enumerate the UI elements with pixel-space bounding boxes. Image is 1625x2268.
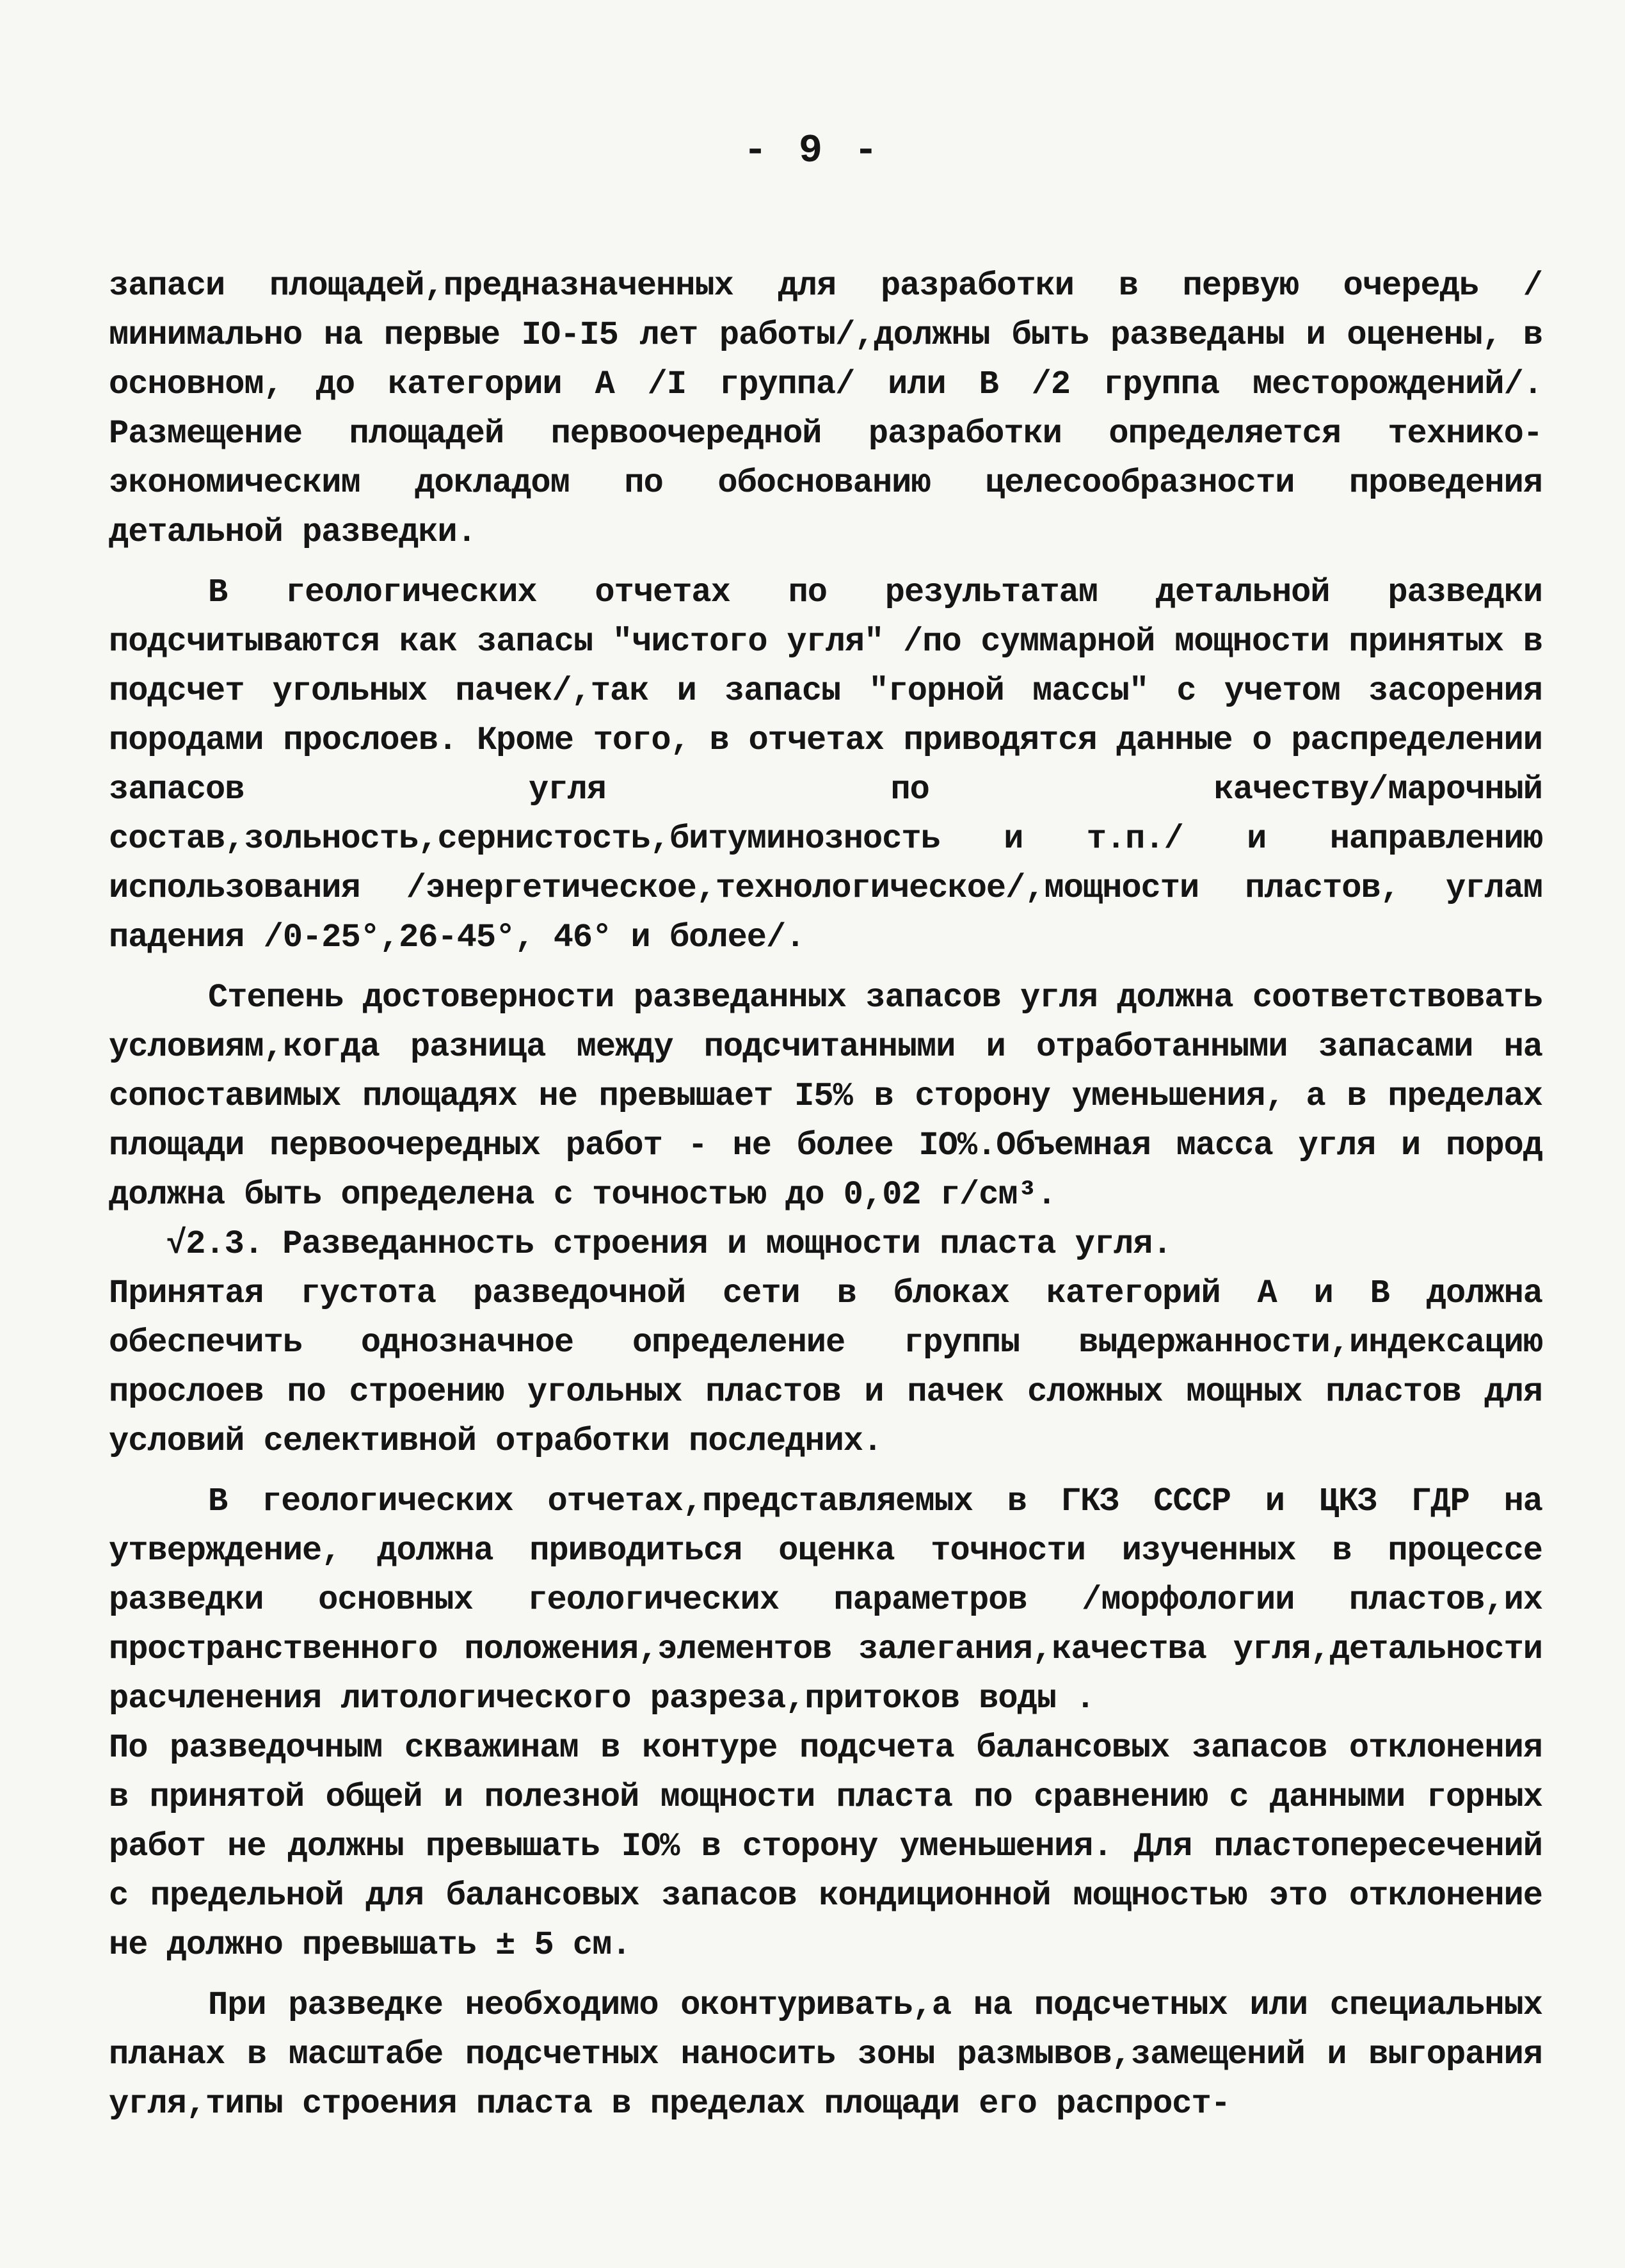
paragraph-reserves-first-priority: запаси площадей,предназначенных для разработки в первую очередь /минимально на первые IО-I5 лет работы/,должны быть разведаны и оценены, в основном, до категории А /I группа/ или В /2 группа месторождений/. Размещение площадей первоочередной разработки определяется технико-экономическим докладом по обоснованию целесообразности проведения детальной разведки. [109,267,1542,551]
paragraph-reliability-degree: Степень достоверности разведанных запасов угля должна соответствовать условиям,когда разница между подсчитанными и отработанными запасами на сопоставимых площадях не превышает I5% в сторону уменьшения, а в пределах площади первоочередных работ - не более IО%.Объемная масса угля и пород должна быть определена с точностью до 0,02 г/см³. [109,979,1542,1214]
paragraph-exploration-grid: Принятая густота разведочной сети в блоках категорий А и В должна обеспечить однозначное определение группы выдержанности,индексацию прослоев по строению угольных пластов и пачек сложных мощных пластов для условий селективной отработки последних. [109,1275,1542,1460]
paragraph-gkz-reports: В геологических отчетах,представляемых в ГКЗ СССР и ЦКЗ ГДР на утверждение, должна приводиться оценка точности изученных в процессе разведки основных геологических параметров /морфологии пластов,их пространственного положения,элементов залегания,качества угля,детальности расчленения литологического разреза,притоков воды . [109,1483,1542,1717]
page-number: - 9 - [743,128,882,173]
paragraph-borehole-deviation: По разведочным скважинам в контуре подсчета балансовых запасов отклонения в принятой общей и полезной мощности пласта по сравнению с данными горных работ не должны превышать IО% в сторону уменьшения. Для пластопересечений с предельной для балансовых запасов кондиционной мощностью это отклонение не должно превышать ± 5 см. [109,1729,1542,1964]
section-heading-2-3: √2.3. Разведанность строения и мощности пласта угля. [166,1225,1172,1263]
paragraph-geological-reports: В геологических отчетах по результатам детальной разведки подсчитываются как запасы "чистого угля" /по суммарной мощности принятых в подсчет угольных пачек/,так и запасы "горной массы" с учетом засорения породами прослоев. Кроме того, в отчетах приводятся данные о распределении запасов угля по качеству/марочный состав,зольность,сернистость,битуминозность и т.п./ и направлению использования /энергетическое,технологическое/,мощности пластов, углам падения /0-25°,26-45°, 46° и более/. [109,574,1542,956]
paragraph-contouring: При разведке необходимо оконтуривать,а на подсчетных или специальных планах в масштабе подсчетных наносить зоны размывов,замещений и выгорания угля,типы строения пласта в пределах площади его распрост- [109,1986,1542,2123]
body-text [109,261,1542,2128]
